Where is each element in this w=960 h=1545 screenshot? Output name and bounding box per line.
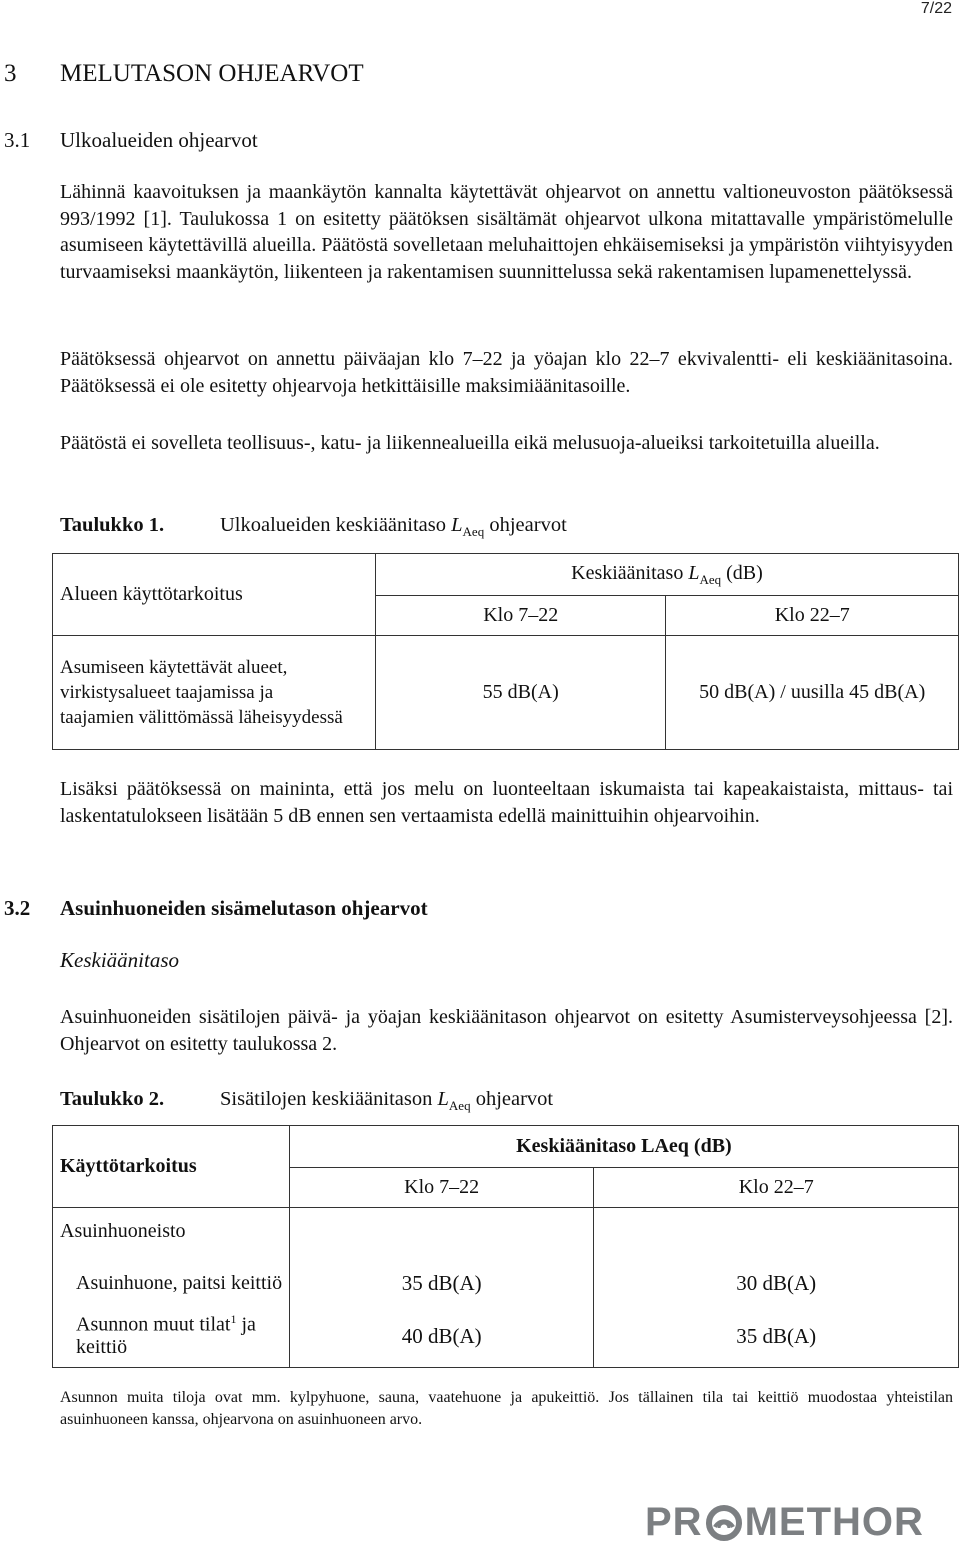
header-subscript: Aeq [699,571,722,587]
table-2-category: Asuinhuoneisto [53,1208,290,1256]
footnote: Asunnon muita tiloja ovat mm. kylpyhuone, sauna, vaatehuone ja apukeittiö. Jos tällainen tila tai keittiö muodostaa yhteistilan asuinhuoneen kanssa, ohjearvona on asuinhuoneen arvo. [60,1389,953,1428]
table-2-row-day: 40 dB(A) [289,1312,594,1368]
caption-symbol: L [437,1088,449,1110]
caption-text: Ulkoalueiden keskiäänitaso [220,514,452,536]
table-2 [52,1125,959,1368]
section-title: Ulkoalueiden ohjearvot [60,128,258,152]
section-number: 3 [4,60,17,87]
section-number: 3.1 [4,128,31,152]
row-label-text: Asunnon muut tilat [76,1313,231,1336]
table-2-header-group: Keskiäänitaso LAeq (dB) [289,1126,958,1168]
table-2-caption [60,1088,553,1114]
table-1-row-label [53,636,376,750]
caption-subscript: Aeq [448,1098,471,1114]
header-symbol: L [688,561,700,584]
logo-text-start: PR [645,1500,703,1544]
table-2-row-day: 35 dB(A) [289,1256,594,1312]
table-2-header-night: Klo 22–7 [594,1168,959,1208]
page-number: 7/22 [920,0,952,17]
table-1-caption [60,514,567,540]
table-label: Taulukko 2. [60,1088,165,1110]
paragraph-guidelines: Lähinnä kaavoituksen ja maankäytön kannalta käytettävät ohjearvot on annettu valtioneuvoston päätöksessä 993/1992 [1]. Taulukossa 1 on esitetty päätöksen sisältämät ohjearvot ulkona mitattavalle ympäristömelulle asumiseen käytettävillä alueilla. Päätöstä sovelletaan meluhaittojen ehkäisemiseksi ja ympäristön viihtyisyyden turvaamiseksi maankäytön, liikenteen ja rakentamisen suunnittelussa sekä rakentamisen lupamenettelyssä. [60,181,953,283]
caption-text-end: ohjearvot [470,1088,554,1110]
table-label: Taulukko 1. [60,514,165,536]
table-1-header-usage [53,554,376,636]
table-2-row-label [53,1312,290,1368]
logo-text-end: METHOR [744,1500,924,1544]
table-1-header-day: Klo 7–22 [375,596,666,636]
paragraph-day-night: Päätöksessä ohjearvot on annettu päiväajan klo 7–22 ja yöajan klo 22–7 ekvivalentti- eli keskiäänitasoina. Päätöksessä ei ole esitetty ohjearvoja hetkittäisille maksimiäänitasoille. [60,348,953,397]
table-2-row-night: 35 dB(A) [594,1312,959,1368]
section-3-2-heading [4,896,428,921]
paragraph-indoor: Asuinhuoneiden sisätilojen päivä- ja yöajan keskiäänitason ohjearvot on esitetty Asumisterveysohjeessa [2]. Ohjearvot on esitetty taulukossa 2. [60,1006,953,1055]
table-1-row-day: 55 dB(A) [375,636,666,750]
table-1-header-night: Klo 22–7 [666,596,959,636]
subheading-keskiaanitaso: Keskiäänitaso [60,948,179,972]
table-2-empty-day [289,1208,594,1256]
section-title: Asuinhuoneiden sisämelutason ohjearvot [60,896,428,920]
section-3-1-heading [4,128,258,153]
table-2-row-label: Asuinhuone, paitsi keittiö [53,1256,290,1312]
caption-text: Sisätilojen keskiäänitason [220,1088,438,1110]
table-2-header-day: Klo 7–22 [289,1168,594,1208]
table-2-header-usage: Käyttötarkoitus [53,1126,290,1208]
logo-o-icon [704,1505,744,1541]
section-title: MELUTASON OHJEARVOT [60,60,364,87]
header-text: Alueen käyttötarkoitus [60,583,243,605]
table-2-empty-night [594,1208,959,1256]
caption-text-end: ohjearvot [484,514,567,536]
table-1 [52,553,959,750]
promethor-logo [645,1500,924,1545]
table-2-row-night: 30 dB(A) [594,1256,959,1312]
section-3-heading [4,60,364,88]
paragraph-not-applied: Päätöstä ei sovelleta teollisuus-, katu- ja liikennealueilla eikä melusuoja-alueiksi tarkoitetuilla alueilla. [60,432,880,454]
header-text-end: (dB) [721,561,763,584]
table-1-row-night: 50 dB(A) / uusilla 45 dB(A) [666,636,959,750]
header-text: Keskiäänitaso [571,561,689,584]
footnote-marker: 1 [230,1311,237,1326]
row-label-text: Asumiseen käytettävät alueet, virkistysalueet taajamissa ja taajamien välittömässä läheisyydessä [60,657,343,728]
section-number: 3.2 [4,896,31,920]
table-1-header-group [375,554,958,596]
row-label-text-end: ja keittiö [76,1313,256,1359]
paragraph-impulse-noise: Lisäksi päätöksessä on maininta, että jos melu on luonteeltaan iskumaista tai kapeakaistaista, mittaus- tai laskentatulokseen lisätään 5 dB ennen sen vertaamista edellä mainittuihin ohjearvoihin. [60,778,953,827]
caption-symbol: L [451,514,463,536]
caption-subscript: Aeq [462,524,485,540]
